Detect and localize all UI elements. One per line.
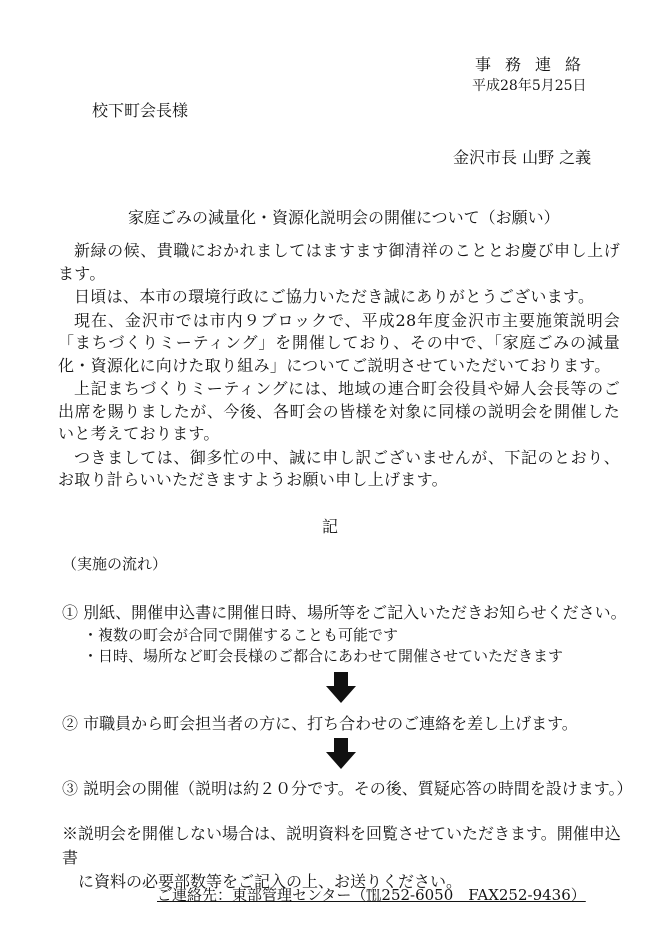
recipient: 校下町会長様 xyxy=(92,101,189,120)
document-type: 事務連絡 xyxy=(475,55,596,74)
note-line-1: ※説明会を開催しない場合は、説明資料を回覧させていただきます。開催申込書 xyxy=(62,824,621,867)
ki-heading: 記 xyxy=(322,517,339,536)
flow-step-1-bullet-2: ・日時、場所など町会長様のご都合にあわせて開催させていただきます xyxy=(83,647,564,665)
flow-step-1: ① 別紙、開催申込書に開催日時、場所等をご記入いただきお知らせください。 xyxy=(62,603,627,622)
paragraph-thanks: 日頃は、本市の環境行政にご協力いただき誠にありがとうございます。 xyxy=(74,287,595,306)
contact-info: ご連絡先：東部管理センター（℡252-6050 FAX252-9436） xyxy=(157,886,586,904)
down-arrow-icon xyxy=(325,672,357,704)
flow-step-3: ③ 説明会の開催（説明は約２０分です。その後、質疑応答の時間を設けます。） xyxy=(62,779,633,798)
note-line-2: に資料の必要部数等をご記入の上、お送りください。 xyxy=(78,872,463,891)
sender: 金沢市長 山野 之義 xyxy=(453,148,592,167)
flow-heading: （実施の流れ） xyxy=(62,555,168,573)
down-arrow-icon xyxy=(325,738,357,770)
document-title: 家庭ごみの減量化・資源化説明会の開催について（お願い） xyxy=(128,208,560,227)
document-date: 平成28年5月25日 xyxy=(472,78,587,94)
paragraph-request: つきましては、御多忙の中、誠に申し訳ございませんが、下記のとおり、お取り計らいいただきますようお願い申し上げます。 xyxy=(58,447,620,489)
paragraph-current: 現在、金沢市では市内９ブロックで、平成28年度金沢市主要施策説明会「まちづくりミーティング」を開催しており、その中で、「家庭ごみの減量化・資源化に向けた取り組み」についてご説明させていただいております。 xyxy=(58,310,620,375)
paragraph-meeting: 上記まちづくりミーティングには、地域の連合町会役員や婦人会長等のご出席を賜りましたが、今後、各町会の皆様を対象に同様の説明会を開催したいと考えております。 xyxy=(58,379,620,443)
paragraph-greeting: 新緑の候、貴職におかれましてはますます御清祥のこととお慶び申し上げます。 xyxy=(58,241,620,283)
body-text xyxy=(58,240,620,493)
flow-step-2: ② 市職員から町会担当者の方に、打ち合わせのご連絡を差し上げます。 xyxy=(62,714,578,733)
flow-step-1-bullet-1: ・複数の町会が合同で開催することも可能です xyxy=(83,626,399,644)
